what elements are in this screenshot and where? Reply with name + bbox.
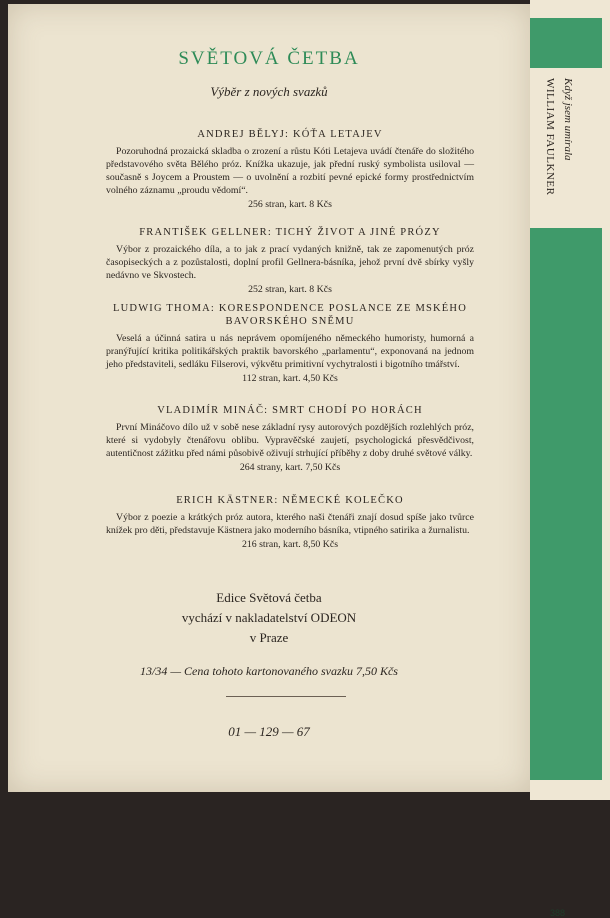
spine-green-band-bottom	[530, 228, 602, 918]
book-heading: LUDWIG THOMA: KORESPONDENCE POSLANCE ZE MSKÉHO BAVORSKÉHO SNĚMU	[113, 303, 467, 327]
book-description: Veselá a účinná satira u nás neprávem opomíjeného německého humoristy, humorná a pranýřující kritika politikářských praktik bavorského „parlamentu“, exponovaná na jednom jeho představiteli, sedláku Filserovi, výkvětu primitivní vychytralosti i bigotního tmářství.	[106, 333, 474, 370]
publisher-line: Edice Světová četba	[216, 590, 322, 605]
book-entry-minac	[106, 404, 474, 474]
book-meta: 112 stran, kart. 4,50 Kčs	[242, 373, 338, 384]
series-title: SVĚTOVÁ ČETBA	[178, 48, 360, 69]
book-meta: 256 stran, kart. 8 Kčs	[248, 199, 332, 210]
book-meta: 216 stran, kart. 8,50 Kčs	[241, 539, 339, 550]
divider	[226, 696, 346, 697]
subtitle: Výběr z nových svazků	[210, 84, 328, 99]
book-heading: FRANTIŠEK GELLNER: TICHÝ ŽIVOT A JINÉ PRÓZY	[139, 227, 441, 238]
publisher-line: v Praze	[249, 630, 289, 645]
book-heading: VLADIMÍR MINÁČ: SMRT CHODÍ PO HORÁCH	[157, 405, 423, 416]
book-entry-gellner	[106, 226, 474, 296]
spine-text	[540, 78, 596, 218]
book-entry-belyj	[106, 128, 474, 211]
spine-green-band-top	[530, 18, 602, 68]
book-meta: 252 stran, kart. 8 Kčs	[248, 284, 332, 295]
publisher-line: vychází v nakladatelství ODEON	[181, 610, 357, 625]
book-heading: ERICH KÄSTNER: NĚMECKÉ KOLEČKO	[176, 495, 404, 506]
back-cover	[8, 4, 530, 792]
book-heading: ANDREJ BĚLYJ: KÓŤA LETAJEV	[197, 129, 383, 140]
book-description: Výbor z prozaického díla, a to jak z prací vydaných knižně, tak ze zapomenutých próz časopiseckých a z pozůstalosti, doplní profil Gellnera-básníka, jehož první dvě sbírky vyšly nedávno ve Skvostech.	[106, 244, 474, 281]
price-line: 13/34 — Cena tohoto kartonovaného svazku 7,50 Kčs	[140, 664, 398, 678]
spine-volume-number: 388	[550, 908, 566, 918]
catalog-code: 01 — 129 — 67	[228, 724, 310, 739]
book-description: Výbor z poezie a krátkých próz autora, kterého naši čtenáři znají dosud spíše jako tvůrce knížek pro děti, představuje Kästnera jako moderního básníka, vtipného satirika a žurnalistu.	[106, 512, 474, 536]
book-meta: 264 strany, kart. 7,50 Kčs	[239, 462, 341, 473]
spine-author: WILLIAM FAULKNER	[544, 78, 556, 196]
book-entry-kastner	[106, 494, 474, 551]
spine-title: Když jsem umírala	[562, 78, 574, 161]
publisher-info	[8, 588, 530, 648]
book-description: Pozoruhodná prozaická skladba o zrození a růstu Kóti Letajeva uvádí čtenáře do složitého představového světa Bělého próz. Knížka ukazuje, jak přední ruský symbolista usiloval — současně s Joycem a Proustem — o uvolnění a rozbití pevné epické formy prostřednictvím volného záznamu „proudu vědomí“.	[106, 146, 474, 196]
book-spine	[530, 0, 610, 918]
book-description: První Mináčovo dílo už v sobě nese základní rysy autorových pozdějších rozlehlých próz, které si vydobyly čtenářovu oblibu. Vypravěčské zaujetí, psychologická přesvědčivost, autentičnost zážitku před námi působivě oživují strhující příběhy z doby druhé světové války.	[106, 422, 474, 459]
book-entry-thoma	[106, 302, 474, 385]
